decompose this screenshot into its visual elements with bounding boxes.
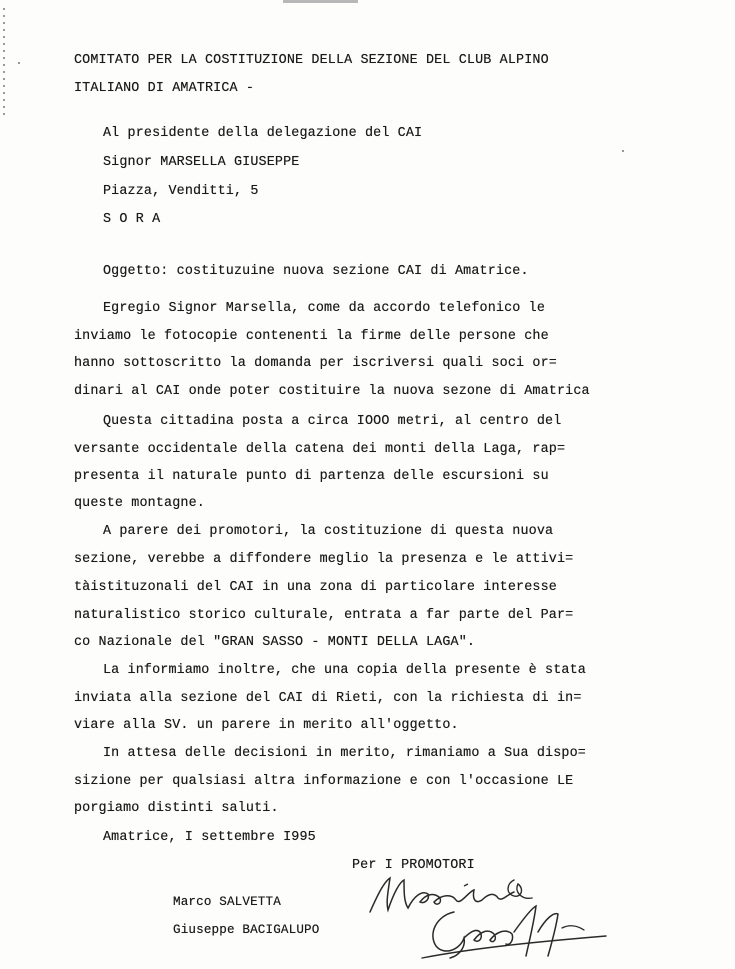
body-line-18: sizione per qualsiasi altra informazione e con l'occasione LE	[74, 774, 574, 789]
body-line-6: versante occidentale della catena dei monti della Laga, rap=	[74, 442, 566, 457]
body-line-7: presenta il naturale punto di partenza delle escursioni su	[74, 469, 549, 484]
body-line-14: La informiamo inoltre, che una copia della presente è stata	[103, 663, 586, 678]
scan-speck	[18, 62, 20, 64]
body-line-16: viare alla SV. un parere in merito all'oggetto.	[74, 718, 459, 733]
handwritten-signature-2	[414, 898, 614, 962]
body-line-10: sezione, verebbe a diffondere meglio la presenza e le attivi=	[74, 552, 574, 567]
body-line-19: porgiamo distinti saluti.	[74, 801, 279, 816]
margin-perforation	[3, 8, 5, 118]
recipient-line-1: Al presidente della delegazione del CAI	[103, 126, 423, 141]
body-line-9: A parere dei promotori, la costituzione di questa nuova	[103, 524, 554, 539]
body-line-17: In attesa delle decisioni in merito, rimaniamo a Sua dispo=	[103, 746, 586, 761]
body-line-11: tàistituzonali del CAI in una zona di particolare interesse	[74, 580, 557, 595]
letter-header-line-1: COMITATO PER LA COSTITUZIONE DELLA SEZIONE DEL CLUB ALPINO	[74, 53, 549, 68]
body-line-3: hanno sottoscritto la domanda per iscriversi quali soci or=	[74, 356, 557, 371]
closing-line: Per I PROMOTORI	[352, 858, 475, 873]
body-line-15: inviata alla sezione del CAI di Rieti, con la richiesta di in=	[74, 691, 582, 706]
body-line-4: dinari al CAI onde poter costituire la nuova sezone di Amatrica	[74, 384, 590, 399]
scan-artifact	[283, 0, 358, 3]
recipient-line-3: Piazza, Venditti, 5	[103, 184, 259, 199]
body-line-5: Questa cittadina posta a circa IOOO metri, al centro del	[103, 414, 562, 429]
scan-speck	[622, 150, 624, 152]
body-line-12: naturalistico storico culturale, entrata a far parte del Par=	[74, 608, 574, 623]
body-line-2: inviamo le fotocopie contenenti la firme delle persone che	[74, 329, 549, 344]
place-date: Amatrice, I settembre I995	[103, 830, 316, 845]
letter-header-line-2: ITALIANO DI AMATRICA -	[74, 81, 255, 96]
letter-subject: Oggetto: costituzuine nuova sezione CAI di Amatrice.	[103, 264, 529, 279]
signatory-1: Marco SALVETTA	[173, 895, 281, 909]
body-line-13: co Nazionale del "GRAN SASSO - MONTI DELLA LAGA".	[74, 635, 476, 650]
body-line-1: Egregio Signor Marsella, come da accordo telefonico le	[103, 301, 546, 316]
recipient-line-4: S O R A	[103, 212, 161, 227]
recipient-line-2: Signor MARSELLA GIUSEPPE	[103, 155, 300, 170]
body-line-8: queste montagne.	[74, 496, 205, 511]
signatory-2: Giuseppe BACIGALUPO	[173, 923, 320, 937]
